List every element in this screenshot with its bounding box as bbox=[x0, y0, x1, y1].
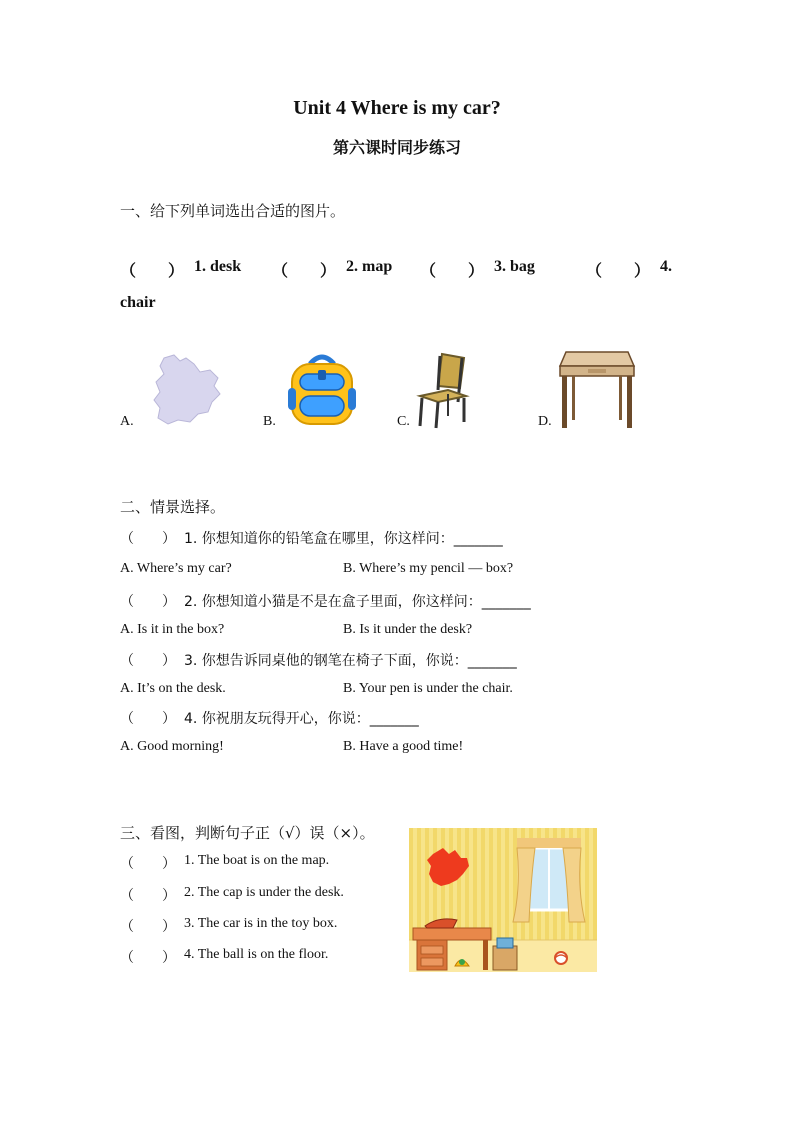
section1-word-4: 4. bbox=[660, 258, 672, 275]
section3-s1-text: 1. The boat is on the map. bbox=[184, 853, 330, 868]
section1-word-4-wrap: chair bbox=[120, 294, 156, 311]
picture-label-b: B. bbox=[263, 414, 276, 429]
section1-word-3: 3. bag bbox=[494, 258, 535, 275]
picture-label-c: C. bbox=[397, 414, 410, 429]
section2-q4-option-b: B. Have a good time! bbox=[343, 739, 464, 754]
section1-paren-2[interactable]: （ ） bbox=[272, 263, 337, 280]
section2-q3-text: 3. 你想告诉同桌他的钢笔在椅子下面，你说：_______ bbox=[184, 653, 517, 669]
page-title: Unit 4 Where is my car? bbox=[293, 97, 501, 119]
section1-word-2: 2. map bbox=[346, 258, 393, 275]
section3-s4-paren[interactable]: （ ） bbox=[120, 950, 176, 966]
section2-q3-option-a: A. It’s on the desk. bbox=[120, 681, 226, 696]
section2-q4-paren[interactable]: （ ） bbox=[120, 711, 176, 727]
page-subtitle: 第六课时同步练习 bbox=[332, 138, 461, 157]
section1-word-1: 1. desk bbox=[194, 258, 242, 275]
backpack-icon bbox=[286, 352, 358, 428]
section3-s2-paren[interactable]: （ ） bbox=[120, 888, 176, 904]
section3-s3-paren[interactable]: （ ） bbox=[120, 919, 176, 935]
section1-paren-1[interactable]: （ ） bbox=[120, 263, 185, 280]
section2-q1-paren[interactable]: （ ） bbox=[120, 531, 176, 547]
picture-label-d: D. bbox=[538, 414, 552, 429]
section2-q1-option-a: A. Where’s my car? bbox=[120, 561, 232, 576]
section2-q2-text: 2. 你想知道小猫是不是在盒子里面，你这样问：_______ bbox=[184, 594, 531, 610]
section2-q3-paren[interactable]: （ ） bbox=[120, 653, 176, 669]
section2-q4-option-a: A. Good morning! bbox=[120, 739, 224, 754]
section2-q1-option-b: B. Where’s my pencil — box? bbox=[343, 561, 514, 576]
section3-s2-text: 2. The cap is under the desk. bbox=[184, 885, 344, 900]
section3-s1-paren[interactable]: （ ） bbox=[120, 856, 176, 872]
section1-paren-4[interactable]: （ ） bbox=[586, 263, 651, 280]
picture-label-a: A. bbox=[120, 414, 134, 429]
section3-s4-text: 4. The ball is on the floor. bbox=[184, 947, 329, 962]
chair-icon bbox=[416, 350, 472, 430]
section2-q1-text: 1. 你想知道你的铅笔盒在哪里，你这样问：_______ bbox=[184, 531, 503, 547]
section2-heading: 二、情景选择。 bbox=[120, 498, 226, 516]
section3-heading: 三、看图，判断句子正（√）误（×）。 bbox=[120, 824, 375, 842]
section2-q2-paren[interactable]: （ ） bbox=[120, 594, 176, 610]
section3-s3-text: 3. The car is in the toy box. bbox=[184, 916, 338, 931]
section1-paren-3[interactable]: （ ） bbox=[420, 263, 485, 280]
room-scene-image bbox=[409, 828, 597, 972]
map-icon bbox=[150, 352, 226, 426]
section2-q3-option-b: B. Your pen is under the chair. bbox=[343, 681, 513, 696]
section1-heading: 一、给下列单词选出合适的图片。 bbox=[120, 202, 346, 220]
section2-q2-option-a: A. Is it in the box? bbox=[120, 622, 225, 637]
section2-q4-text: 4. 你祝朋友玩得开心，你说：_______ bbox=[184, 711, 419, 727]
desk-icon bbox=[558, 350, 636, 430]
section2-q2-option-b: B. Is it under the desk? bbox=[343, 622, 473, 637]
